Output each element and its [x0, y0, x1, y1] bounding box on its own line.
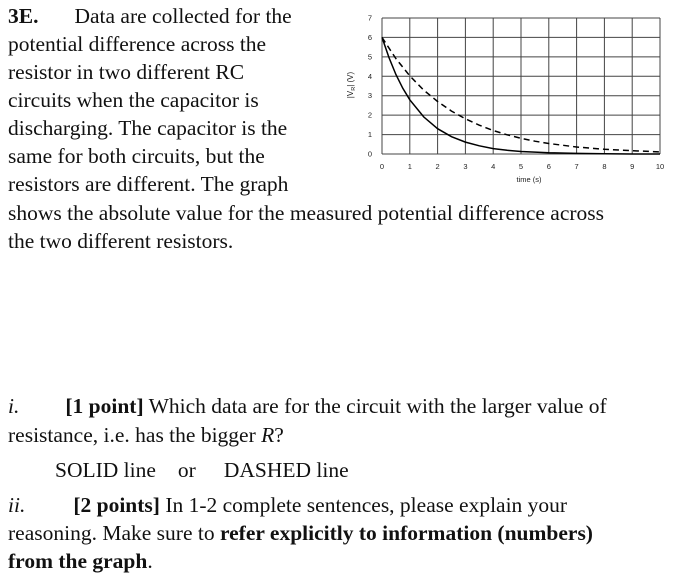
intro-line-5: discharging. The capacitor is the	[8, 116, 288, 140]
intro-line-7: resistors are different. The graph	[8, 172, 289, 196]
x-tick-label: 3	[463, 162, 468, 171]
y-tick-label: 7	[367, 13, 372, 23]
option-solid-line: SOLID line	[55, 458, 156, 482]
part-ii-question-2-bold: refer explicitly to information (numbers)	[219, 521, 593, 545]
y-tick-label: 5	[367, 52, 372, 62]
intro-line-9: the two different resistors.	[8, 229, 234, 253]
intro-line-3: resistor in two different RC	[8, 60, 245, 84]
part-i-variable-r: R	[261, 423, 275, 447]
part-i-options	[55, 456, 349, 484]
y-tick-label: 3	[367, 91, 372, 101]
x-tick-label: 9	[630, 162, 635, 171]
option-or: or	[177, 458, 196, 482]
part-ii-question-1: In 1-2 complete sentences, please explain your	[159, 493, 568, 517]
y-tick-label: 1	[367, 130, 372, 140]
y-tick-label: 4	[367, 71, 372, 81]
y-tick-label: 6	[367, 32, 372, 42]
part-ii-question-3-bold: from the graph	[8, 549, 148, 573]
option-dashed-line: DASHED line	[223, 458, 349, 482]
part-i-line-2	[8, 421, 284, 449]
x-tick-label: 7	[574, 162, 579, 171]
part-i-points: [1 point]	[65, 394, 144, 418]
part-ii-line-1	[8, 491, 567, 519]
x-tick-label: 5	[518, 162, 524, 171]
intro-line-1	[8, 2, 292, 30]
intro-line-4: circuits when the capacitor is	[8, 88, 259, 112]
part-ii-line-2	[8, 519, 593, 547]
x-tick-label: 0	[379, 162, 385, 171]
part-i-label: i.	[8, 394, 20, 418]
y-tick-label: 2	[367, 110, 372, 120]
x-tick-label: 2	[435, 162, 440, 171]
intro-line-6: same for both circuits, but the	[8, 144, 265, 168]
intro-line-8: shows the absolute value for the measured potential difference across	[8, 201, 605, 225]
part-ii-label: ii.	[8, 493, 26, 517]
x-tick-label: 6	[546, 162, 551, 171]
intro-line-2: potential difference across the	[8, 32, 267, 56]
x-tick-label: 4	[491, 162, 496, 171]
x-tick-label: 1	[407, 162, 412, 171]
part-ii-points: [2 points]	[73, 493, 160, 517]
part-ii-line-3	[8, 547, 153, 575]
part-ii-question-3-end: .	[147, 549, 153, 573]
part-ii-question-2a: reasoning. Make sure to	[8, 521, 220, 545]
part-i-question-1: Which data are for the circuit with the larger value of	[143, 394, 607, 418]
x-axis-label: time (s)	[516, 175, 542, 184]
x-tick-label: 10	[655, 162, 665, 171]
y-tick-label: 0	[367, 149, 372, 159]
x-tick-label: 8	[602, 162, 607, 171]
part-i-question-2a: resistance, i.e. has the bigger	[8, 423, 262, 447]
part-i-line-1	[8, 392, 607, 420]
intro-text-1: Data are collected for the	[74, 4, 292, 28]
problem-number: 3E.	[8, 4, 39, 28]
y-axis-label: $|V_R|$ (V)	[346, 71, 357, 99]
voltage-time-chart	[340, 4, 675, 189]
part-i-question-2b: ?	[274, 423, 284, 447]
